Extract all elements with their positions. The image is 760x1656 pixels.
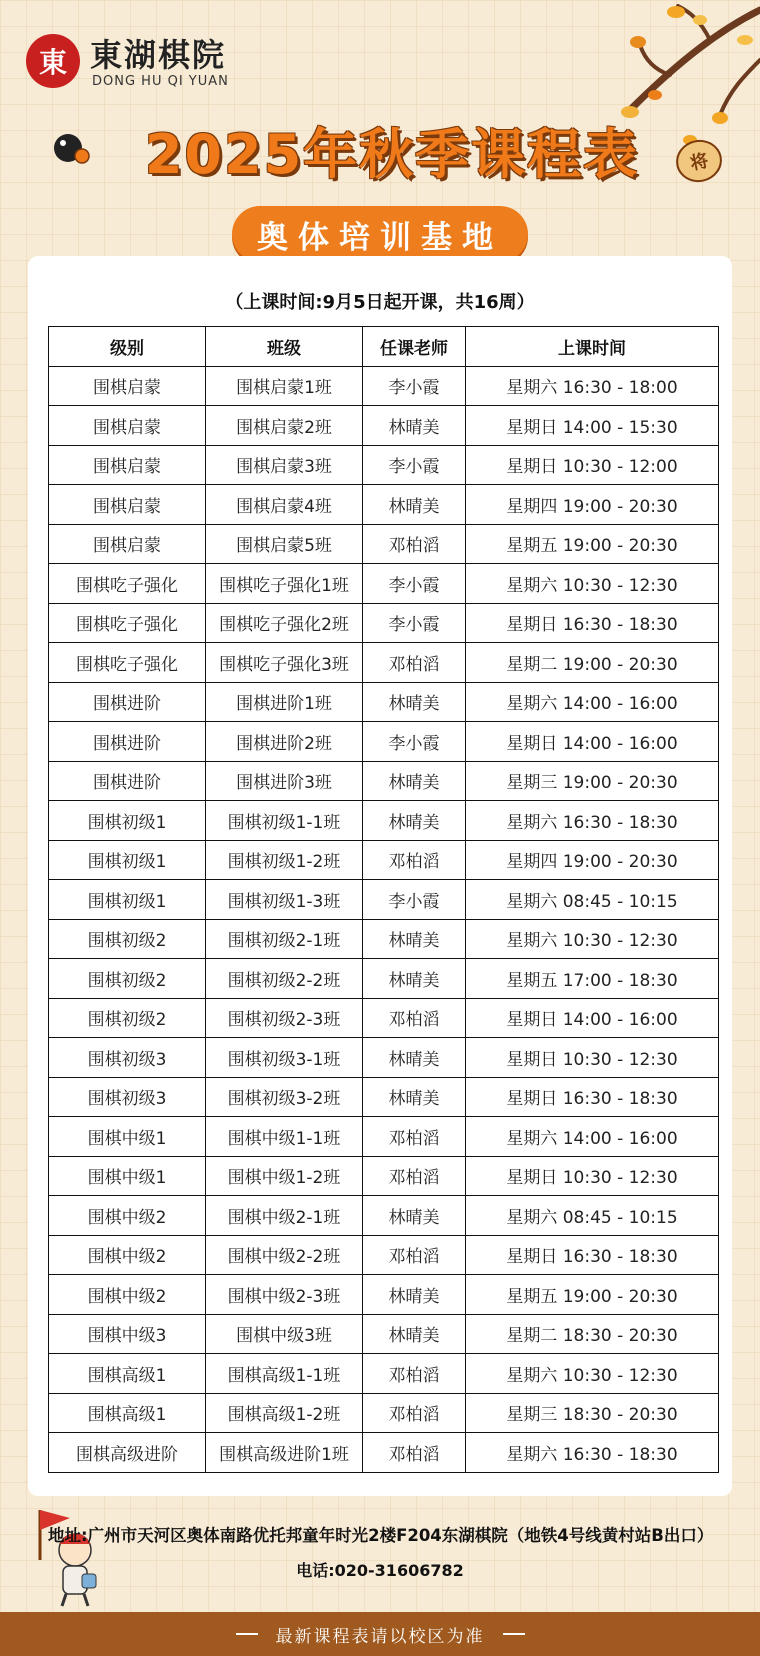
time-cell: 星期二 19:00 - 20:30 — [466, 643, 719, 683]
bottom-note: 最新课程表请以校区为准 — [275, 1626, 485, 1647]
teacher-cell: 林晴美 — [363, 1314, 466, 1354]
level-cell: 围棋中级2 — [49, 1275, 206, 1315]
class-cell: 围棋吃子强化2班 — [206, 603, 363, 643]
class-cell: 围棋中级2-3班 — [206, 1275, 363, 1315]
page-title: 2025年秋季课程表 — [144, 123, 640, 186]
teacher-cell: 邓柏滔 — [363, 524, 466, 564]
table-row — [49, 761, 719, 801]
table-row — [49, 1354, 719, 1394]
time-cell: 星期三 19:00 - 20:30 — [466, 761, 719, 801]
course-start-notice: （上课时间:9月5日起开课，共16周） — [225, 292, 535, 313]
time-cell: 星期二 18:30 - 20:30 — [466, 1314, 719, 1354]
class-cell: 围棋初级2-3班 — [206, 998, 363, 1038]
level-cell: 围棋中级2 — [49, 1235, 206, 1275]
teacher-cell: 林晴美 — [363, 761, 466, 801]
time-cell: 星期四 19:00 - 20:30 — [466, 840, 719, 880]
table-row — [49, 1156, 719, 1196]
teacher-cell: 林晴美 — [363, 485, 466, 525]
teacher-cell: 林晴美 — [363, 1275, 466, 1315]
class-cell: 围棋中级1-1班 — [206, 1117, 363, 1157]
table-row — [49, 564, 719, 604]
bottom-bar — [0, 1612, 760, 1656]
table-row — [49, 1077, 719, 1117]
class-cell: 围棋初级2-2班 — [206, 959, 363, 999]
level-cell: 围棋中级3 — [49, 1314, 206, 1354]
time-cell: 星期日 10:30 - 12:30 — [466, 1038, 719, 1078]
teacher-cell: 林晴美 — [363, 959, 466, 999]
level-cell: 围棋中级1 — [49, 1156, 206, 1196]
teacher-cell: 林晴美 — [363, 1196, 466, 1236]
level-cell: 围棋启蒙 — [49, 366, 206, 406]
time-cell: 星期日 10:30 - 12:30 — [466, 1156, 719, 1196]
class-cell: 围棋初级1-3班 — [206, 880, 363, 920]
teacher-cell: 李小霞 — [363, 880, 466, 920]
table-row — [49, 524, 719, 564]
schedule-card — [28, 256, 732, 1496]
logo-chinese-name: 東湖棋院 — [90, 36, 227, 74]
class-cell: 围棋初级3-2班 — [206, 1077, 363, 1117]
go-stone-icon — [50, 128, 90, 168]
campus-subtitle: 奥体培训基地 — [232, 206, 528, 262]
phone-text: 电话:020-31606782 — [296, 1561, 464, 1580]
class-cell: 围棋吃子强化3班 — [206, 643, 363, 683]
level-cell: 围棋高级1 — [49, 1354, 206, 1394]
time-cell: 星期日 16:30 - 18:30 — [466, 603, 719, 643]
table-row — [49, 1433, 719, 1473]
class-cell: 围棋启蒙1班 — [206, 366, 363, 406]
level-cell: 围棋启蒙 — [49, 445, 206, 485]
class-cell: 围棋高级进阶1班 — [206, 1433, 363, 1473]
time-cell: 星期六 16:30 - 18:30 — [466, 801, 719, 841]
teacher-cell: 李小霞 — [363, 564, 466, 604]
time-cell: 星期六 16:30 - 18:30 — [466, 1433, 719, 1473]
class-cell: 围棋高级1-1班 — [206, 1354, 363, 1394]
class-cell: 围棋初级3-1班 — [206, 1038, 363, 1078]
table-row — [49, 919, 719, 959]
class-cell: 围棋高级1-2班 — [206, 1393, 363, 1433]
school-logo — [26, 30, 236, 92]
time-cell: 星期四 19:00 - 20:30 — [466, 485, 719, 525]
column-header: 级别 — [49, 327, 206, 367]
mascot-icon — [30, 1500, 110, 1610]
teacher-cell: 林晴美 — [363, 919, 466, 959]
time-cell: 星期六 08:45 - 10:15 — [466, 1196, 719, 1236]
time-cell: 星期六 16:30 - 18:00 — [466, 366, 719, 406]
class-cell: 围棋启蒙2班 — [206, 406, 363, 446]
table-row — [49, 682, 719, 722]
table-row — [49, 1275, 719, 1315]
chess-piece-icon: 将 — [672, 136, 726, 187]
schedule-table — [48, 326, 719, 1473]
class-cell: 围棋中级1-2班 — [206, 1156, 363, 1196]
table-row — [49, 959, 719, 999]
class-cell: 围棋进阶1班 — [206, 682, 363, 722]
teacher-cell: 李小霞 — [363, 603, 466, 643]
table-row — [49, 998, 719, 1038]
teacher-cell: 林晴美 — [363, 682, 466, 722]
teacher-cell: 邓柏滔 — [363, 840, 466, 880]
table-row — [49, 840, 719, 880]
level-cell: 围棋进阶 — [49, 761, 206, 801]
table-row — [49, 1235, 719, 1275]
level-cell: 围棋初级3 — [49, 1038, 206, 1078]
teacher-cell: 邓柏滔 — [363, 1117, 466, 1157]
time-cell: 星期五 19:00 - 20:30 — [466, 524, 719, 564]
teacher-cell: 李小霞 — [363, 445, 466, 485]
time-cell: 星期六 08:45 - 10:15 — [466, 880, 719, 920]
level-cell: 围棋启蒙 — [49, 406, 206, 446]
teacher-cell: 邓柏滔 — [363, 998, 466, 1038]
class-cell: 围棋中级3班 — [206, 1314, 363, 1354]
teacher-cell: 邓柏滔 — [363, 1393, 466, 1433]
table-row — [49, 1038, 719, 1078]
level-cell: 围棋吃子强化 — [49, 603, 206, 643]
time-cell: 星期日 16:30 - 18:30 — [466, 1077, 719, 1117]
table-body — [49, 366, 719, 1472]
level-cell: 围棋中级1 — [49, 1117, 206, 1157]
class-cell: 围棋启蒙5班 — [206, 524, 363, 564]
level-cell: 围棋初级2 — [49, 919, 206, 959]
table-row — [49, 643, 719, 683]
class-cell: 围棋启蒙4班 — [206, 485, 363, 525]
teacher-cell: 邓柏滔 — [363, 643, 466, 683]
teacher-cell: 邓柏滔 — [363, 1156, 466, 1196]
level-cell: 围棋初级1 — [49, 840, 206, 880]
teacher-cell: 李小霞 — [363, 722, 466, 762]
class-cell: 围棋进阶3班 — [206, 761, 363, 801]
table-row — [49, 880, 719, 920]
title-row — [0, 108, 760, 188]
column-header: 上课时间 — [466, 327, 719, 367]
teacher-cell: 林晴美 — [363, 1077, 466, 1117]
level-cell: 围棋吃子强化 — [49, 643, 206, 683]
time-cell: 星期日 14:00 - 15:30 — [466, 406, 719, 446]
column-header: 任课老师 — [363, 327, 466, 367]
teacher-cell: 邓柏滔 — [363, 1433, 466, 1473]
teacher-cell: 林晴美 — [363, 406, 466, 446]
table-row — [49, 485, 719, 525]
table-row — [49, 445, 719, 485]
time-cell: 星期六 10:30 - 12:30 — [466, 1354, 719, 1394]
divider-dash — [236, 1633, 258, 1635]
class-cell: 围棋初级1-2班 — [206, 840, 363, 880]
teacher-cell: 李小霞 — [363, 366, 466, 406]
teacher-cell: 林晴美 — [363, 801, 466, 841]
level-cell: 围棋高级进阶 — [49, 1433, 206, 1473]
time-cell: 星期日 14:00 - 16:00 — [466, 722, 719, 762]
table-row — [49, 1393, 719, 1433]
table-row — [49, 801, 719, 841]
time-cell: 星期六 10:30 - 12:30 — [466, 919, 719, 959]
table-row — [49, 1196, 719, 1236]
level-cell: 围棋进阶 — [49, 722, 206, 762]
time-cell: 星期六 14:00 - 16:00 — [466, 1117, 719, 1157]
column-header: 班级 — [206, 327, 363, 367]
time-cell: 星期三 18:30 - 20:30 — [466, 1393, 719, 1433]
logo-seal-icon: 東 — [26, 34, 80, 88]
divider-dash — [503, 1633, 525, 1635]
level-cell: 围棋高级1 — [49, 1393, 206, 1433]
class-cell: 围棋初级2-1班 — [206, 919, 363, 959]
time-cell: 星期日 10:30 - 12:00 — [466, 445, 719, 485]
logo-english-name: DONG HU QI YUAN — [92, 74, 229, 89]
level-cell: 围棋初级2 — [49, 959, 206, 999]
level-cell: 围棋初级3 — [49, 1077, 206, 1117]
class-cell: 围棋吃子强化1班 — [206, 564, 363, 604]
level-cell: 围棋初级2 — [49, 998, 206, 1038]
class-cell: 围棋中级2-2班 — [206, 1235, 363, 1275]
time-cell: 星期六 14:00 - 16:00 — [466, 682, 719, 722]
table-row — [49, 406, 719, 446]
class-cell: 围棋中级2-1班 — [206, 1196, 363, 1236]
teacher-cell: 邓柏滔 — [363, 1235, 466, 1275]
level-cell: 围棋启蒙 — [49, 524, 206, 564]
level-cell: 围棋初级1 — [49, 801, 206, 841]
time-cell: 星期六 10:30 - 12:30 — [466, 564, 719, 604]
table-row — [49, 366, 719, 406]
table-row — [49, 603, 719, 643]
teacher-cell: 邓柏滔 — [363, 1354, 466, 1394]
class-cell: 围棋初级1-1班 — [206, 801, 363, 841]
time-cell: 星期五 19:00 - 20:30 — [466, 1275, 719, 1315]
level-cell: 围棋中级2 — [49, 1196, 206, 1236]
table-row — [49, 722, 719, 762]
time-cell: 星期五 17:00 - 18:30 — [466, 959, 719, 999]
table-row — [49, 1314, 719, 1354]
level-cell: 围棋启蒙 — [49, 485, 206, 525]
level-cell: 围棋吃子强化 — [49, 564, 206, 604]
teacher-cell: 林晴美 — [363, 1038, 466, 1078]
level-cell: 围棋初级1 — [49, 880, 206, 920]
class-cell: 围棋进阶2班 — [206, 722, 363, 762]
table-row — [49, 1117, 719, 1157]
table-header-row — [49, 327, 719, 367]
time-cell: 星期日 16:30 - 18:30 — [466, 1235, 719, 1275]
address-text: 地址:广州市天河区奥体南路优托邦童年时光2楼F204东湖棋院（地铁4号线黄村站B出口） — [48, 1526, 714, 1545]
time-cell: 星期日 14:00 - 16:00 — [466, 998, 719, 1038]
level-cell: 围棋进阶 — [49, 682, 206, 722]
class-cell: 围棋启蒙3班 — [206, 445, 363, 485]
